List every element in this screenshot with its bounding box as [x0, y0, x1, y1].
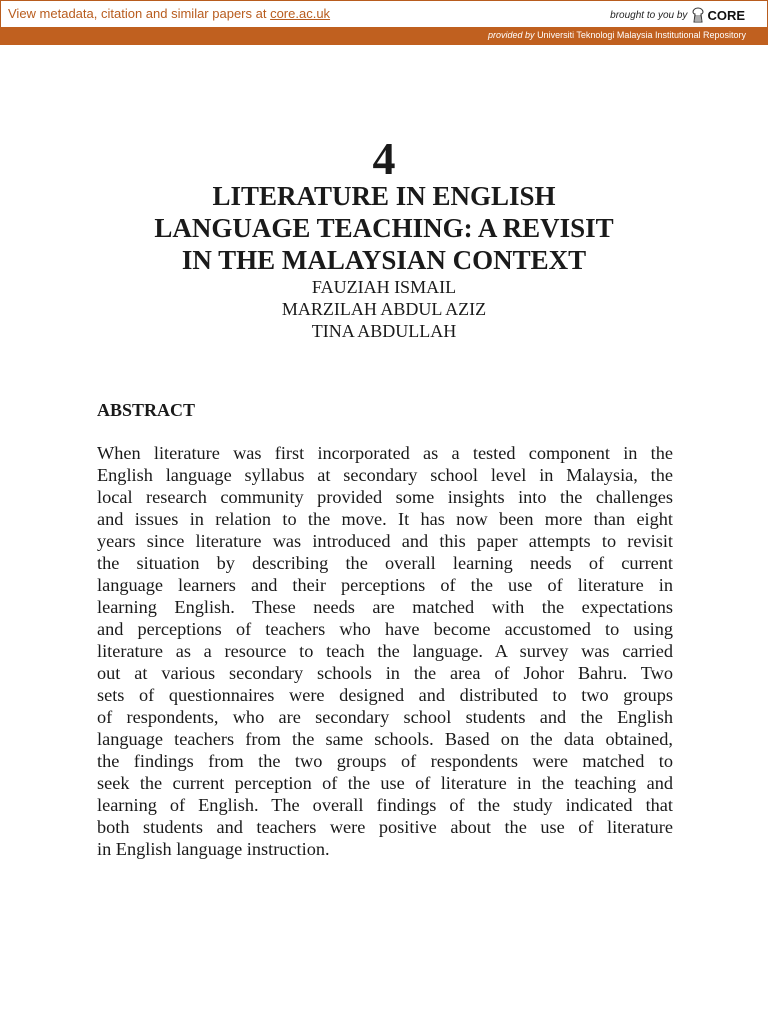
metadata-prefix: View metadata, citation and similar papers at: [8, 6, 271, 21]
brought-to-you-by-label: brought to you by: [610, 9, 688, 21]
chapter-title-line: IN THE MALAYSIAN CONTEXT: [181, 245, 587, 275]
chapter-title-line: LITERATURE IN ENGLISH: [212, 181, 556, 211]
author-name: TINA ABDULLAH: [311, 321, 457, 341]
brought-to-you-by: [610, 7, 745, 23]
author-name: FAUZIAH ISMAIL: [311, 277, 457, 297]
abstract-line: the findings from the two groups of respondents were matched to: [97, 751, 673, 771]
core-banner-top: [0, 0, 768, 28]
core-banner: [0, 0, 768, 45]
author-name: MARZILAH ABDUL AZIZ: [281, 299, 487, 319]
abstract-line: and issues in relation to the move. It has now been more than eight: [97, 509, 673, 529]
abstract-line: the situation by describing the overall learning needs of current: [97, 553, 673, 573]
abstract-line: both students and teachers were positive about the use of literature: [97, 817, 673, 837]
abstract-line: language learners and their perceptions of the use of literature in: [97, 575, 673, 595]
abstract-line: learning of English. The overall findings of the study indicated that: [97, 795, 673, 815]
core-logo-icon: [691, 7, 705, 23]
abstract-line: seek the current perception of the use of literature in the teaching and: [97, 773, 673, 793]
abstract-line: in English language instruction.: [97, 839, 330, 859]
core-logo[interactable]: [691, 7, 745, 23]
abstract-line: and perceptions of teachers who have become accustomed to using: [97, 619, 673, 639]
provided-by: [488, 30, 746, 40]
author-list: [0, 276, 768, 342]
abstract-line: out at various secondary schools in the area of Johor Bahru. Two: [97, 663, 673, 683]
core-logo-text: CORE: [707, 7, 745, 23]
chapter-number: 4: [372, 133, 396, 184]
abstract-heading: ABSTRACT: [97, 400, 196, 420]
abstract-line: of respondents, who are secondary school students and the English: [97, 707, 673, 727]
core-link[interactable]: core.ac.uk: [270, 6, 331, 21]
abstract-line: sets of questionnaires were designed and distributed to two groups: [97, 685, 673, 705]
chapter-title-line: LANGUAGE TEACHING: A REVISIT: [154, 213, 614, 243]
abstract-line: years since literature was introduced and this paper attempts to revisit: [97, 531, 673, 551]
abstract-line: literature as a resource to teach the language. A survey was carried: [97, 641, 673, 661]
core-banner-bar: [0, 27, 768, 45]
abstract-body: [97, 442, 673, 860]
chapter-title: [0, 180, 768, 276]
abstract-line: English language syllabus at secondary school level in Malaysia, the: [97, 465, 673, 485]
provided-by-source[interactable]: Universiti Teknologi Malaysia Institutional Repository: [537, 30, 746, 40]
abstract-line: language teachers from the same schools. Based on the data obtained,: [97, 729, 673, 749]
provided-by-label: provided by: [488, 30, 535, 40]
abstract-line: When literature was first incorporated as a tested component in the: [97, 443, 673, 463]
abstract-line: learning English. These needs are matched with the expectations: [97, 597, 673, 617]
abstract-line: local research community provided some insights into the challenges: [97, 487, 673, 507]
metadata-notice: [8, 6, 330, 21]
